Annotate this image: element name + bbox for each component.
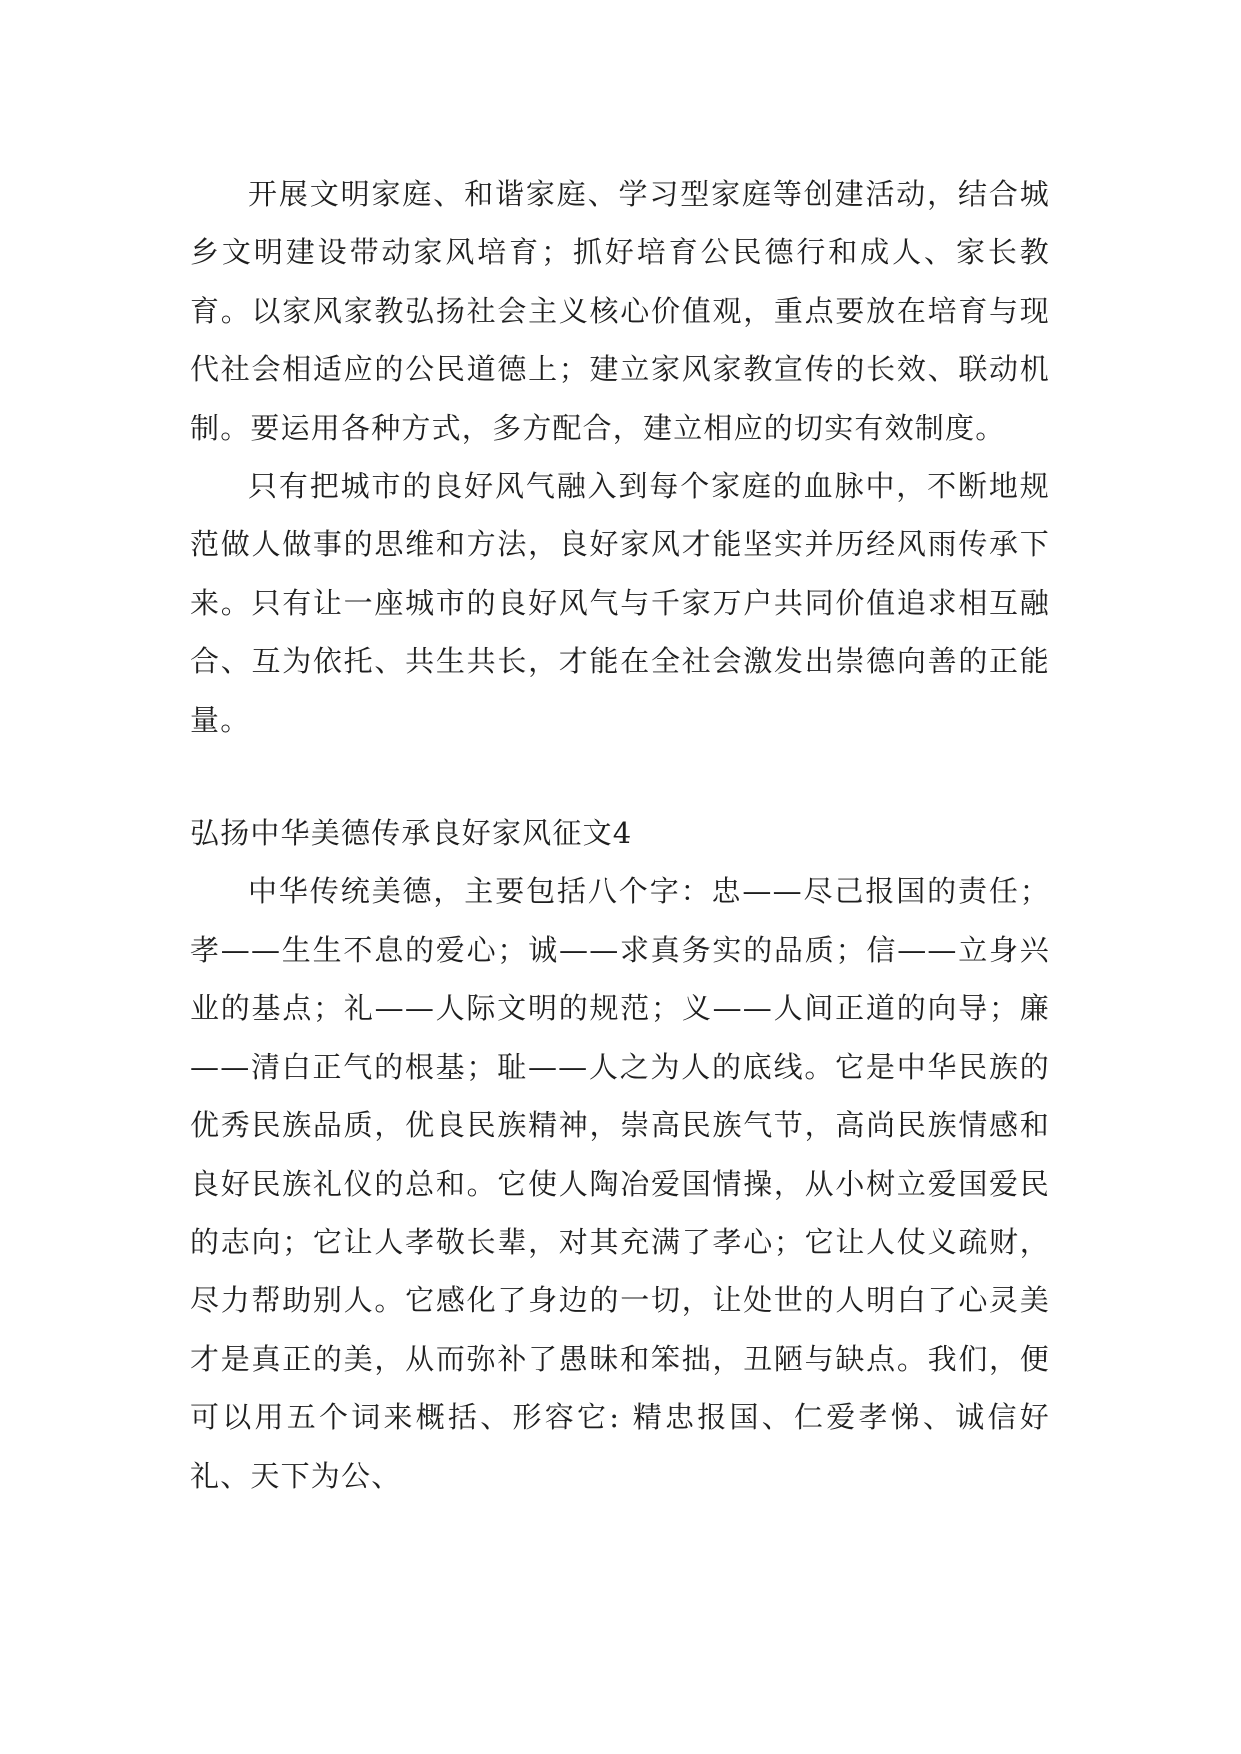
paragraph-city-atmosphere: 只有把城市的良好风气融入到每个家庭的血脉中，不断地规范做人做事的思维和方法，良好家风才能坚实并历经风雨传承下来。只有让一座城市的良好风气与千家万户共同价值追求相互融合、互为依托、共生共长，才能在全社会激发出崇德向善的正能量。	[190, 469, 1050, 737]
document-body	[190, 165, 1050, 1505]
paragraph-family-building: 开展文明家庭、和谐家庭、学习型家庭等创建活动，结合城乡文明建设带动家风培育；抓好培育公民德行和成人、家长教育。以家风家教弘扬社会主义核心价值观，重点要放在培育与现代社会相适应的公民道德上；建立家风家教宣传的长效、联动机制。要运用各种方式，多方配合，建立相应的切实有效制度。	[190, 177, 1050, 445]
section-title: 弘扬中华美德传承良好家风征文4	[190, 816, 633, 851]
paragraph-traditional-virtues: 中华传统美德，主要包括八个字：忠——尽己报国的责任；孝——生生不息的爱心；诚——求真务实的品质；信——立身兴业的基点；礼——人际文明的规范；义——人间正道的向导；廉——清白正气的根基；耻——人之为人的底线。它是中华民族的优秀民族品质，优良民族精神，崇高民族气节，高尚民族情感和良好民族礼仪的总和。它使人陶冶爱国情操，从小树立爱国爱民的志向；它让人孝敬长辈，对其充满了孝心；它让人仗义疏财，尽力帮助别人。它感化了身边的一切，让处世的人明白了心灵美才是真正的美，从而弥补了愚昧和笨拙，丑陋与缺点。我们，便可以用五个词来概括、形容它: 精忠报国、仁爱孝悌、诚信好礼、天下为公、	[190, 874, 1050, 1493]
